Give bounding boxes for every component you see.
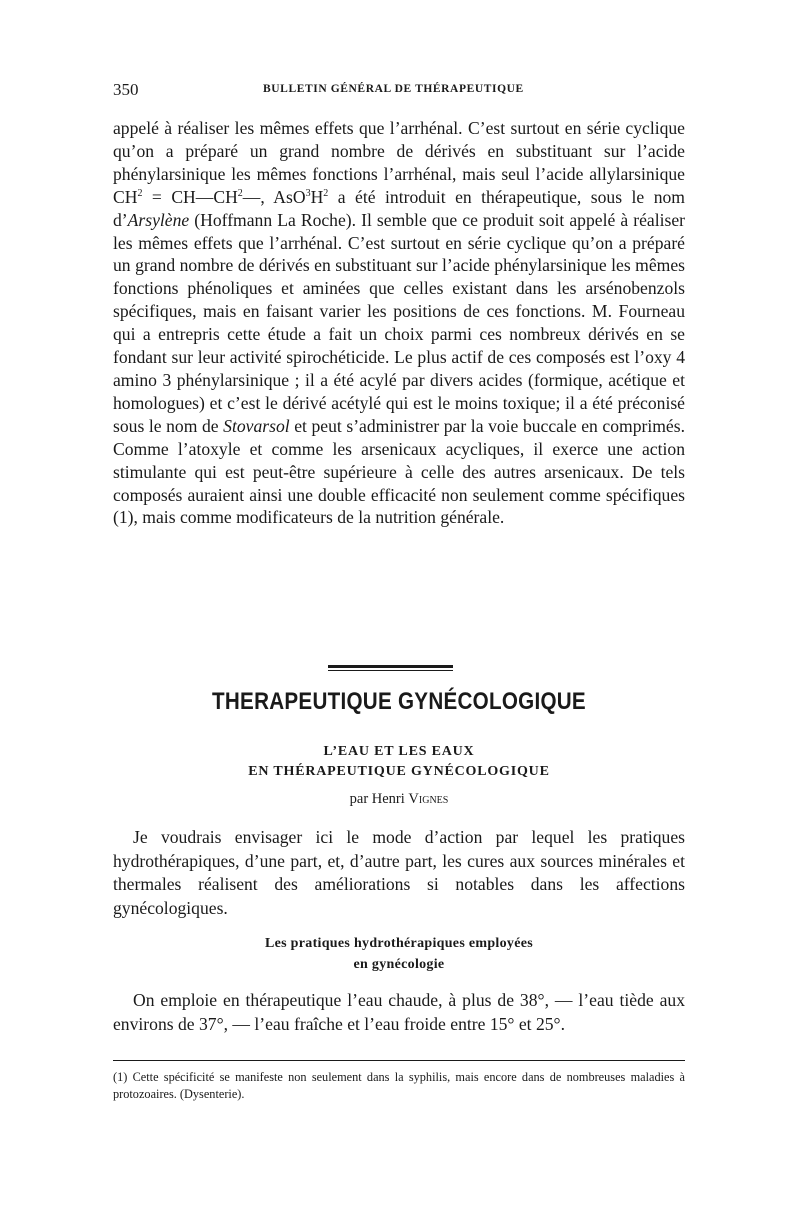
author-name: Vignes (408, 791, 449, 807)
article-title-line-1: L’EAU ET LES EAUX (323, 744, 475, 759)
page-number: 350 (113, 80, 139, 99)
article-title (113, 742, 685, 782)
section-title: THERAPEUTIQUE GYNÉCOLOGIQUE (212, 688, 586, 715)
footnote: (1) Cette spécificité se manifeste non seulement dans la syphilis, mais encore dans de nombreuses maladies à protozoaires. (Dysenterie). (113, 1070, 685, 1101)
article-title-line-2: EN THÉRAPEUTIQUE GYNÉCOLOGIQUE (248, 764, 550, 779)
byline: par Henri Vignes (349, 791, 449, 807)
drug-name-stovarsol: Stovarsol (223, 415, 290, 436)
drug-name-arsylene: Arsylène (127, 209, 190, 230)
subsection-heading: Les pratiques hydrothérapiques employées en gynécologie (264, 936, 534, 972)
body-paragraph: appelé à réaliser les mêmes effets que l’arrhénal. C’est surtout en série cyclique qu’on a préparé un grand nombre de dérivés en substituant sur l’acide phénylarsinique les mêmes fonctions l’arrhénal, mais seul l’acide allylarsinique $CH^2$ = $CH—CH^2—$, $AsO^3H^2$ a été introduit en thérapeutique, sous le nom d’Arsylène (Hoffmann La Roche). Il semble que ce produit soit appelé à réaliser les mêmes effets que l’arrhénal. C’est surtout en série cyclique qu’on a préparé un grand nombre de dérivés en substituant sur l’acide phénylarsinique les mêmes fonctions phénoliques et aminées que celles existant dans les arsénobenzols spécifiques, mais en faisant varier les positions de ces fonctions. M. Fourneau qui a entrepris cette étude a fait un choix parmi ces nombreux dérivés en se fondant sur leur activité spirochéticide. Le plus actif de ces composés est l’oxy 4 amino 3 phénylarsinique ; il a été acylé par divers acides (formique, acétique et homologues) et c’est le dérivé acétylé qui est le moins toxique; il a été préconisé sous le nom de Stovarsol et peut s’administrer par la voie buccale en comprimés. Comme l’atoxyle et comme les arsenicaux acycliques, il exerce une action stimulante qui est peut-être supérieure à celle des autres arsenicaux. De tels composés auraient ainsi une double efficacité non seulement comme spécifiques (1), mais comme modificateurs de la nutrition générale. (113, 118, 685, 528)
intro-paragraph: Je voudrais envisager ici le mode d’action par lequel les pratiques hydrothérapiques, d’une part, et, d’autre part, les cures aux sources minérales et thermales réalisent des améliorations si notables dans les affections gynécologiques. (113, 827, 685, 918)
journal-title: BULLETIN GÉNÉRAL DE THÉRAPEUTIQUE (263, 83, 524, 95)
section-divider (328, 665, 453, 671)
footnote-rule (113, 1060, 685, 1061)
temperature-paragraph: On emploie en thérapeutique l’eau chaude, à plus de 38°, — l’eau tiède aux environs de 37°, — l’eau fraîche et l’eau froide entre 15° et 25°. (113, 990, 685, 1034)
running-head (113, 80, 685, 102)
